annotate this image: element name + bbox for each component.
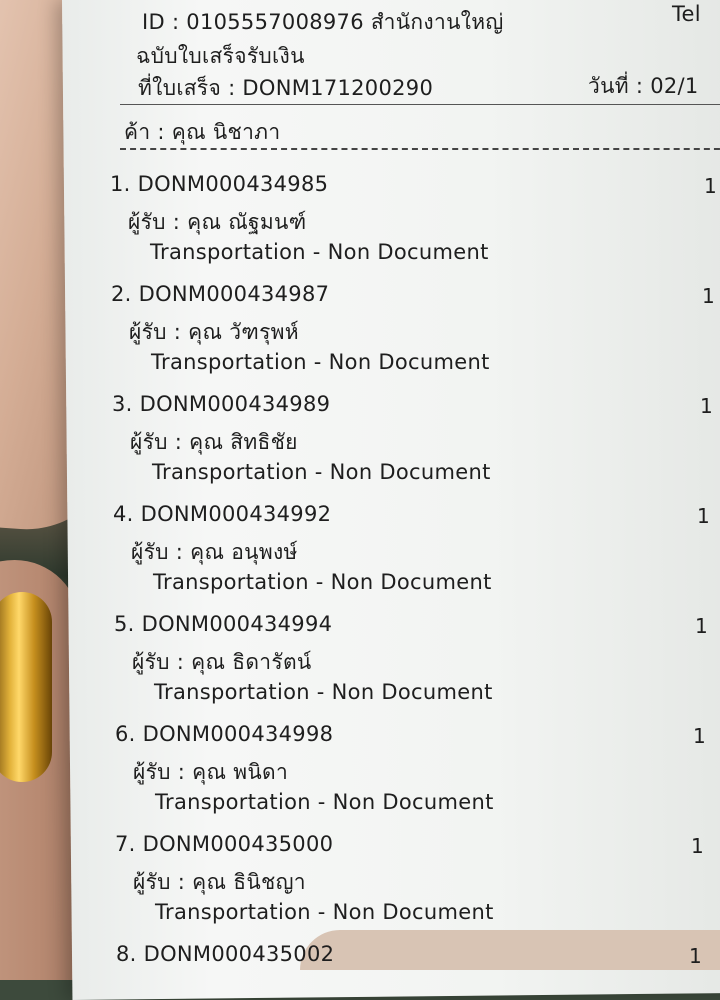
receipt-number: ที่ใบเสร็จ : DONM171200290	[138, 76, 434, 100]
item-service: Transportation - Non Document	[155, 790, 494, 814]
receipt-date: วันที่ : 02/1	[588, 74, 699, 98]
item-service: Transportation - Non Document	[155, 900, 494, 924]
item-quantity: 1	[695, 614, 708, 638]
item-quantity: 1	[691, 834, 704, 858]
item-tracking-number: 6. DONM000434998	[115, 722, 334, 746]
customer-line: ค้า : คุณ นิชาภา	[124, 120, 281, 144]
item-service: Transportation - Non Document	[152, 460, 491, 484]
header-divider	[120, 104, 720, 105]
item-recipient: ผู้รับ : คุณ สิทธิชัย	[130, 430, 298, 454]
item-tracking-number: 5. DONM000434994	[114, 612, 333, 636]
item-tracking-number: 3. DONM000434989	[112, 392, 331, 416]
item-service: Transportation - Non Document	[150, 240, 489, 264]
item-service: Transportation - Non Document	[151, 350, 490, 374]
item-quantity: 1	[704, 174, 717, 198]
item-service: Transportation - Non Document	[154, 680, 493, 704]
item-quantity: 1	[689, 944, 702, 968]
company-id-line: ID : 0105557008976 สำนักงานใหญ่	[142, 10, 504, 34]
item-recipient: ผู้รับ : คุณ วัฑรุพห์	[129, 320, 299, 344]
item-tracking-number: 2. DONM000434987	[111, 282, 330, 306]
dashed-divider	[120, 148, 720, 150]
item-recipient: ผู้รับ : คุณ ธินิชญา	[133, 870, 306, 894]
item-recipient: ผู้รับ : คุณ อนุพงษ์	[131, 540, 298, 564]
item-recipient: ผู้รับ : คุณ ณัฐมนฑ์	[128, 210, 307, 234]
receipt-type: ฉบับใบเสร็จรับเงิน	[136, 44, 305, 68]
item-recipient: ผู้รับ : คุณ พนิดา	[133, 760, 289, 784]
item-tracking-number: 7. DONM000435000	[115, 832, 334, 856]
item-quantity: 1	[697, 504, 710, 528]
item-tracking-number: 1. DONM000434985	[110, 172, 329, 196]
item-recipient: ผู้รับ : คุณ ธิดารัตน์	[132, 650, 312, 674]
item-service: Transportation - Non Document	[153, 570, 492, 594]
item-quantity: 1	[693, 724, 706, 748]
tel-label: Tel	[672, 2, 701, 26]
item-quantity: 1	[700, 394, 713, 418]
item-quantity: 1	[702, 284, 715, 308]
item-tracking-number: 4. DONM000434992	[113, 502, 332, 526]
item-tracking-number: 8. DONM000435002	[116, 942, 335, 966]
